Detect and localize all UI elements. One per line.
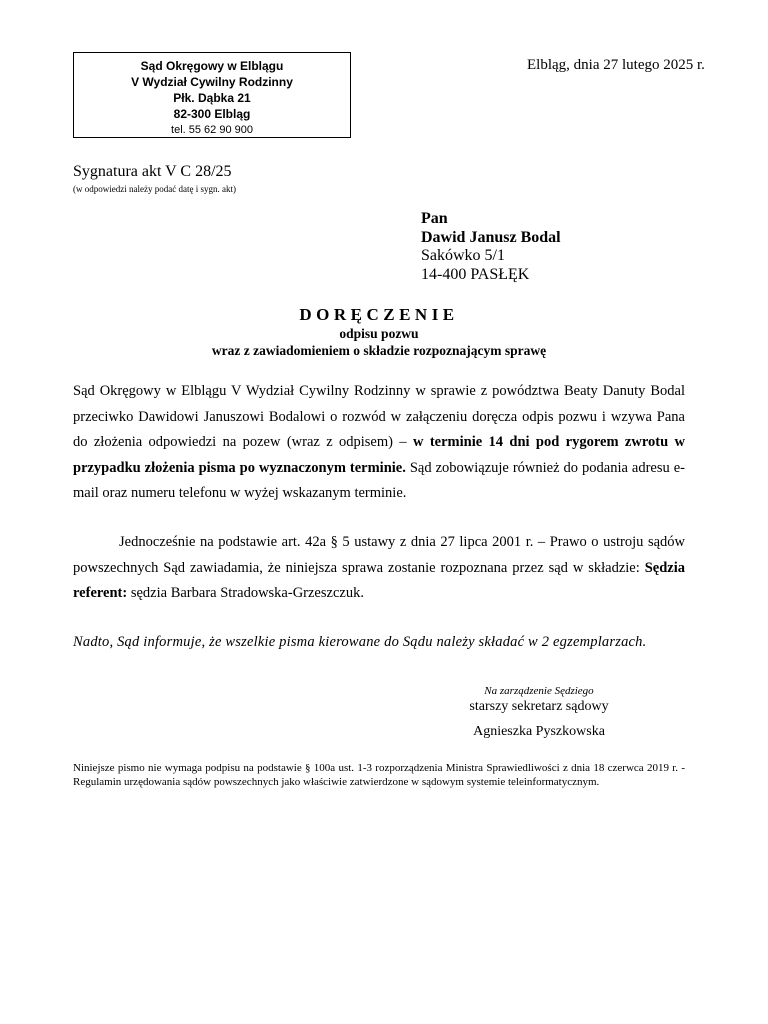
court-header-box — [73, 52, 351, 138]
paragraph-copies-info: Nadto, Sąd informuje, że wszelkie pisma kierowane do Sądu należy składać w 2 egzemplarzach. — [73, 634, 647, 650]
paragraph1-text-b: Sąd zobowiązuje również do podania adresu e-mail oraz numeru telefonu w wyżej wskazanym terminie. — [73, 459, 685, 502]
recipient-address — [421, 210, 561, 284]
recipient-salutation: Pan — [421, 210, 448, 227]
paragraph1-text-a: Sąd Okręgowy w Elblągu V Wydział Cywilny Rodzinny w sprawie z powództwa Beaty Danuty Bodal przeciwko Dawidowi Januszowi Bodalowi o rozwód w załączeniu doręcza odpis pozwu i wzywa Pana do złożenia odpowiedzi na pozew (wraz z odpisem) – — [73, 383, 685, 451]
recipient-city: 14-400 PASŁĘK — [421, 265, 530, 283]
signature-order: Na zarządzenie Sędziego — [484, 685, 594, 697]
document-date: Elbląg, dnia 27 lutego 2025 r. — [527, 57, 705, 73]
case-signature: Sygnatura akt V C 28/25 — [73, 163, 232, 180]
paragraph-service-notice — [73, 379, 685, 507]
paragraph-court-composition — [73, 530, 685, 607]
paragraph2-judge-label: Sędzia referent: — [73, 559, 685, 602]
paragraph1-deadline: w terminie 14 dni pod rygorem zwrotu w przypadku złożenia pisma po wyznaczonym terminie. — [73, 434, 685, 476]
title-main: DORĘCZENIE — [299, 305, 459, 324]
title-sub-1: odpisu pozwu — [339, 326, 419, 341]
court-division: V Wydział Cywilny Rodzinny — [131, 75, 293, 89]
signature-name: Agnieszka Pyszkowska — [473, 724, 605, 739]
paragraph2-text-a: Jednocześnie na podstawie art. 42a § 5 ustawy z dnia 27 lipca 2001 r. – Prawo o ustroju sądów powszechnych Sąd zawiadamia, że niniejsza sprawa zostanie rozpoznana przez sąd w składzie: — [73, 534, 685, 576]
court-name: Sąd Okręgowy w Elblągu — [140, 59, 284, 73]
court-phone: tel. 55 62 90 900 — [171, 124, 253, 136]
recipient-name: Dawid Janusz Bodal — [421, 228, 561, 246]
court-postal: 82-300 Elbląg — [173, 107, 251, 121]
footer-note: Niniejsze pismo nie wymaga podpisu na podstawie § 100a ust. 1-3 rozporządzenia Ministra Sprawiedliwości z dnia 18 czerwca 2019 r. - Regulamin urzędowania sądów powszechnych jako właściwie zatwierdzone w sądowym systemie teleinformatycznym. — [73, 762, 685, 788]
title-sub-2: wraz z zawiadomieniem o składzie rozpoznającym sprawę — [211, 343, 547, 358]
paragraph2-text-b: sędzia Barbara Stradowska-Grzeszczuk. — [127, 585, 364, 602]
document-title — [73, 304, 685, 359]
signature-role: starszy sekretarz sądowy — [469, 699, 609, 714]
court-street: Płk. Dąbka 21 — [173, 91, 251, 105]
recipient-street: Sakówko 5/1 — [421, 247, 505, 264]
case-signature-note: (w odpowiedzi należy podać datę i sygn. akt) — [73, 184, 236, 194]
